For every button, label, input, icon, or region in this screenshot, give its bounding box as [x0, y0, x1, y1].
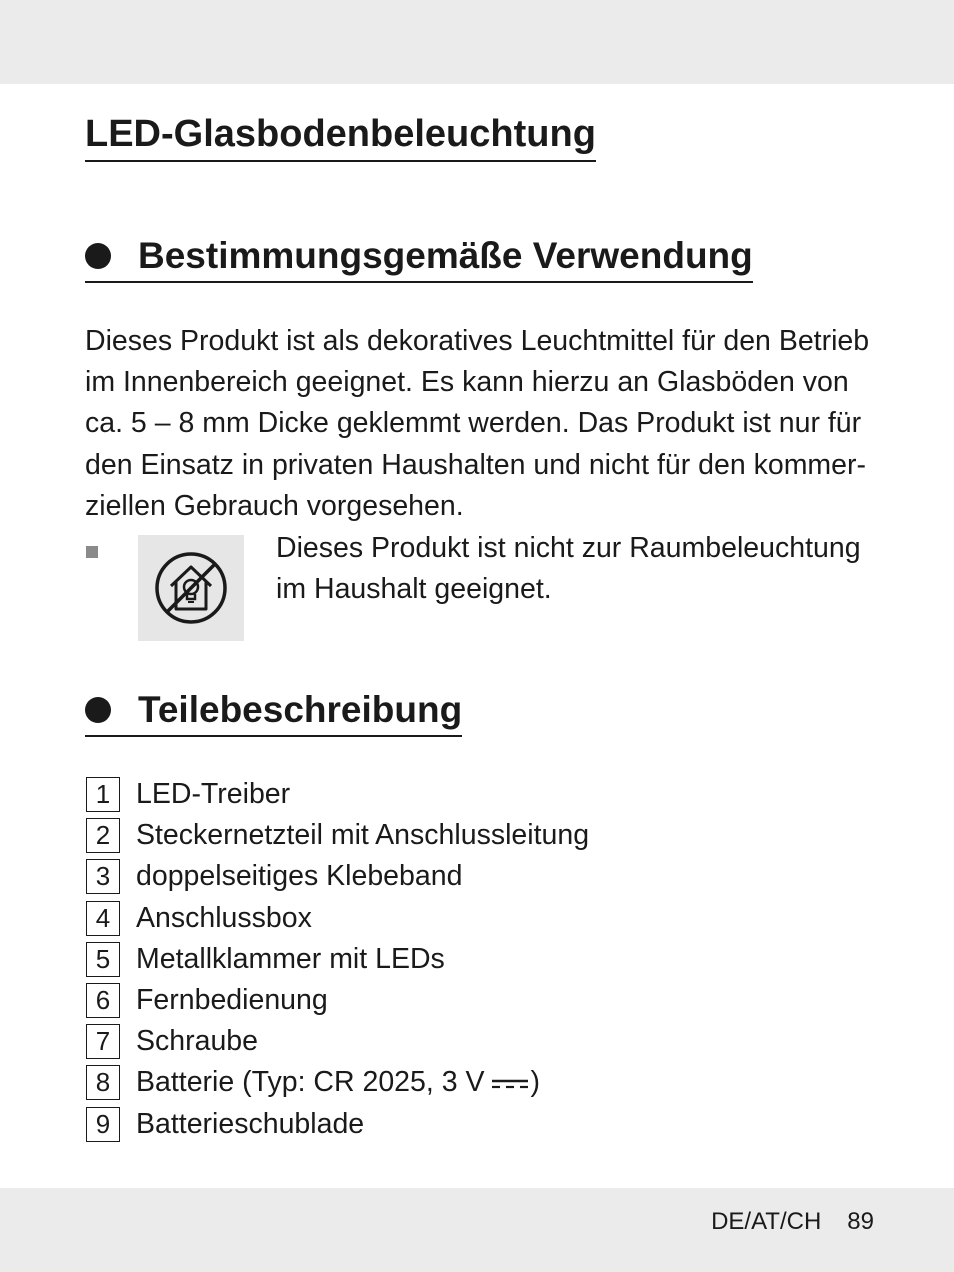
part-label: Fernbedienung: [136, 984, 328, 1017]
parts-list: [86, 774, 589, 1145]
part-number: 2: [86, 818, 120, 853]
part-item: [86, 898, 589, 939]
paragraph-line: im Innenbereich geeignet. Es kann hierzu an Glasböden von: [85, 366, 849, 399]
part-label: Batterieschublade: [136, 1107, 365, 1140]
part-number: 1: [86, 777, 120, 812]
part-label-suffix: ): [530, 1066, 540, 1099]
section-heading-label: Teilebeschreibung: [138, 689, 463, 730]
part-label: Anschlussbox: [136, 901, 312, 934]
section-heading-parts: [85, 685, 462, 737]
note-text: [276, 528, 861, 610]
part-number: 4: [86, 901, 120, 936]
part-number: 3: [86, 859, 120, 894]
dc-symbol-icon: [491, 1076, 529, 1092]
part-label: doppelseitiges Klebeband: [136, 860, 463, 893]
part-number: 5: [86, 942, 120, 977]
paragraph-line: ca. 5 – 8 mm Dicke geklemmt werden. Das Produkt ist nur für: [85, 407, 862, 440]
part-item: [86, 856, 589, 897]
part-number: 8: [86, 1065, 120, 1100]
part-item: [86, 980, 589, 1021]
prohibition-house-bulb-icon: [154, 551, 228, 625]
part-item: [86, 815, 589, 856]
part-number: 6: [86, 983, 120, 1018]
part-item: [86, 1062, 589, 1103]
part-label: LED-Treiber: [136, 778, 291, 811]
paragraph-line: den Einsatz in privaten Haushalten und nicht für den kommer-: [85, 448, 867, 481]
intended-use-paragraph: [85, 321, 885, 527]
part-item: [86, 774, 589, 815]
language-codes: DE/AT/CH: [711, 1208, 822, 1235]
document-title: LED-Glasbodenbeleuchtung: [85, 108, 596, 162]
part-item: [86, 1104, 589, 1145]
bullet-dot-icon: [85, 243, 111, 269]
page-footer: [711, 1208, 874, 1236]
header-band: [0, 0, 954, 84]
part-number: 9: [86, 1107, 120, 1142]
part-item: [86, 1021, 589, 1062]
part-label-battery: [136, 1066, 540, 1099]
part-label: Steckernetzteil mit Anschlussleitung: [136, 819, 590, 852]
part-number: 7: [86, 1024, 120, 1059]
paragraph-line: ziellen Gebrauch vorgesehen.: [85, 489, 464, 522]
page-number: 89: [847, 1208, 874, 1235]
part-label: Metallklammer mit LEDs: [136, 942, 445, 975]
section-heading-intended-use: [85, 231, 753, 283]
square-bullet-icon: [86, 546, 98, 558]
note-line: Dieses Produkt ist nicht zur Raumbeleuchtung: [276, 532, 861, 564]
part-label-text: Batterie (Typ: CR 2025, 3 V: [136, 1066, 485, 1099]
paragraph-line: Dieses Produkt ist als dekoratives Leuchtmittel für den Betrieb: [85, 325, 870, 357]
bullet-dot-icon: [85, 697, 111, 723]
part-label: Schraube: [136, 1025, 259, 1058]
part-item: [86, 939, 589, 980]
no-household-lighting-icon: [138, 535, 244, 641]
note-line: im Haushalt geeignet.: [276, 573, 552, 606]
section-heading-label: Bestimmungsgemäße Verwendung: [138, 235, 753, 276]
